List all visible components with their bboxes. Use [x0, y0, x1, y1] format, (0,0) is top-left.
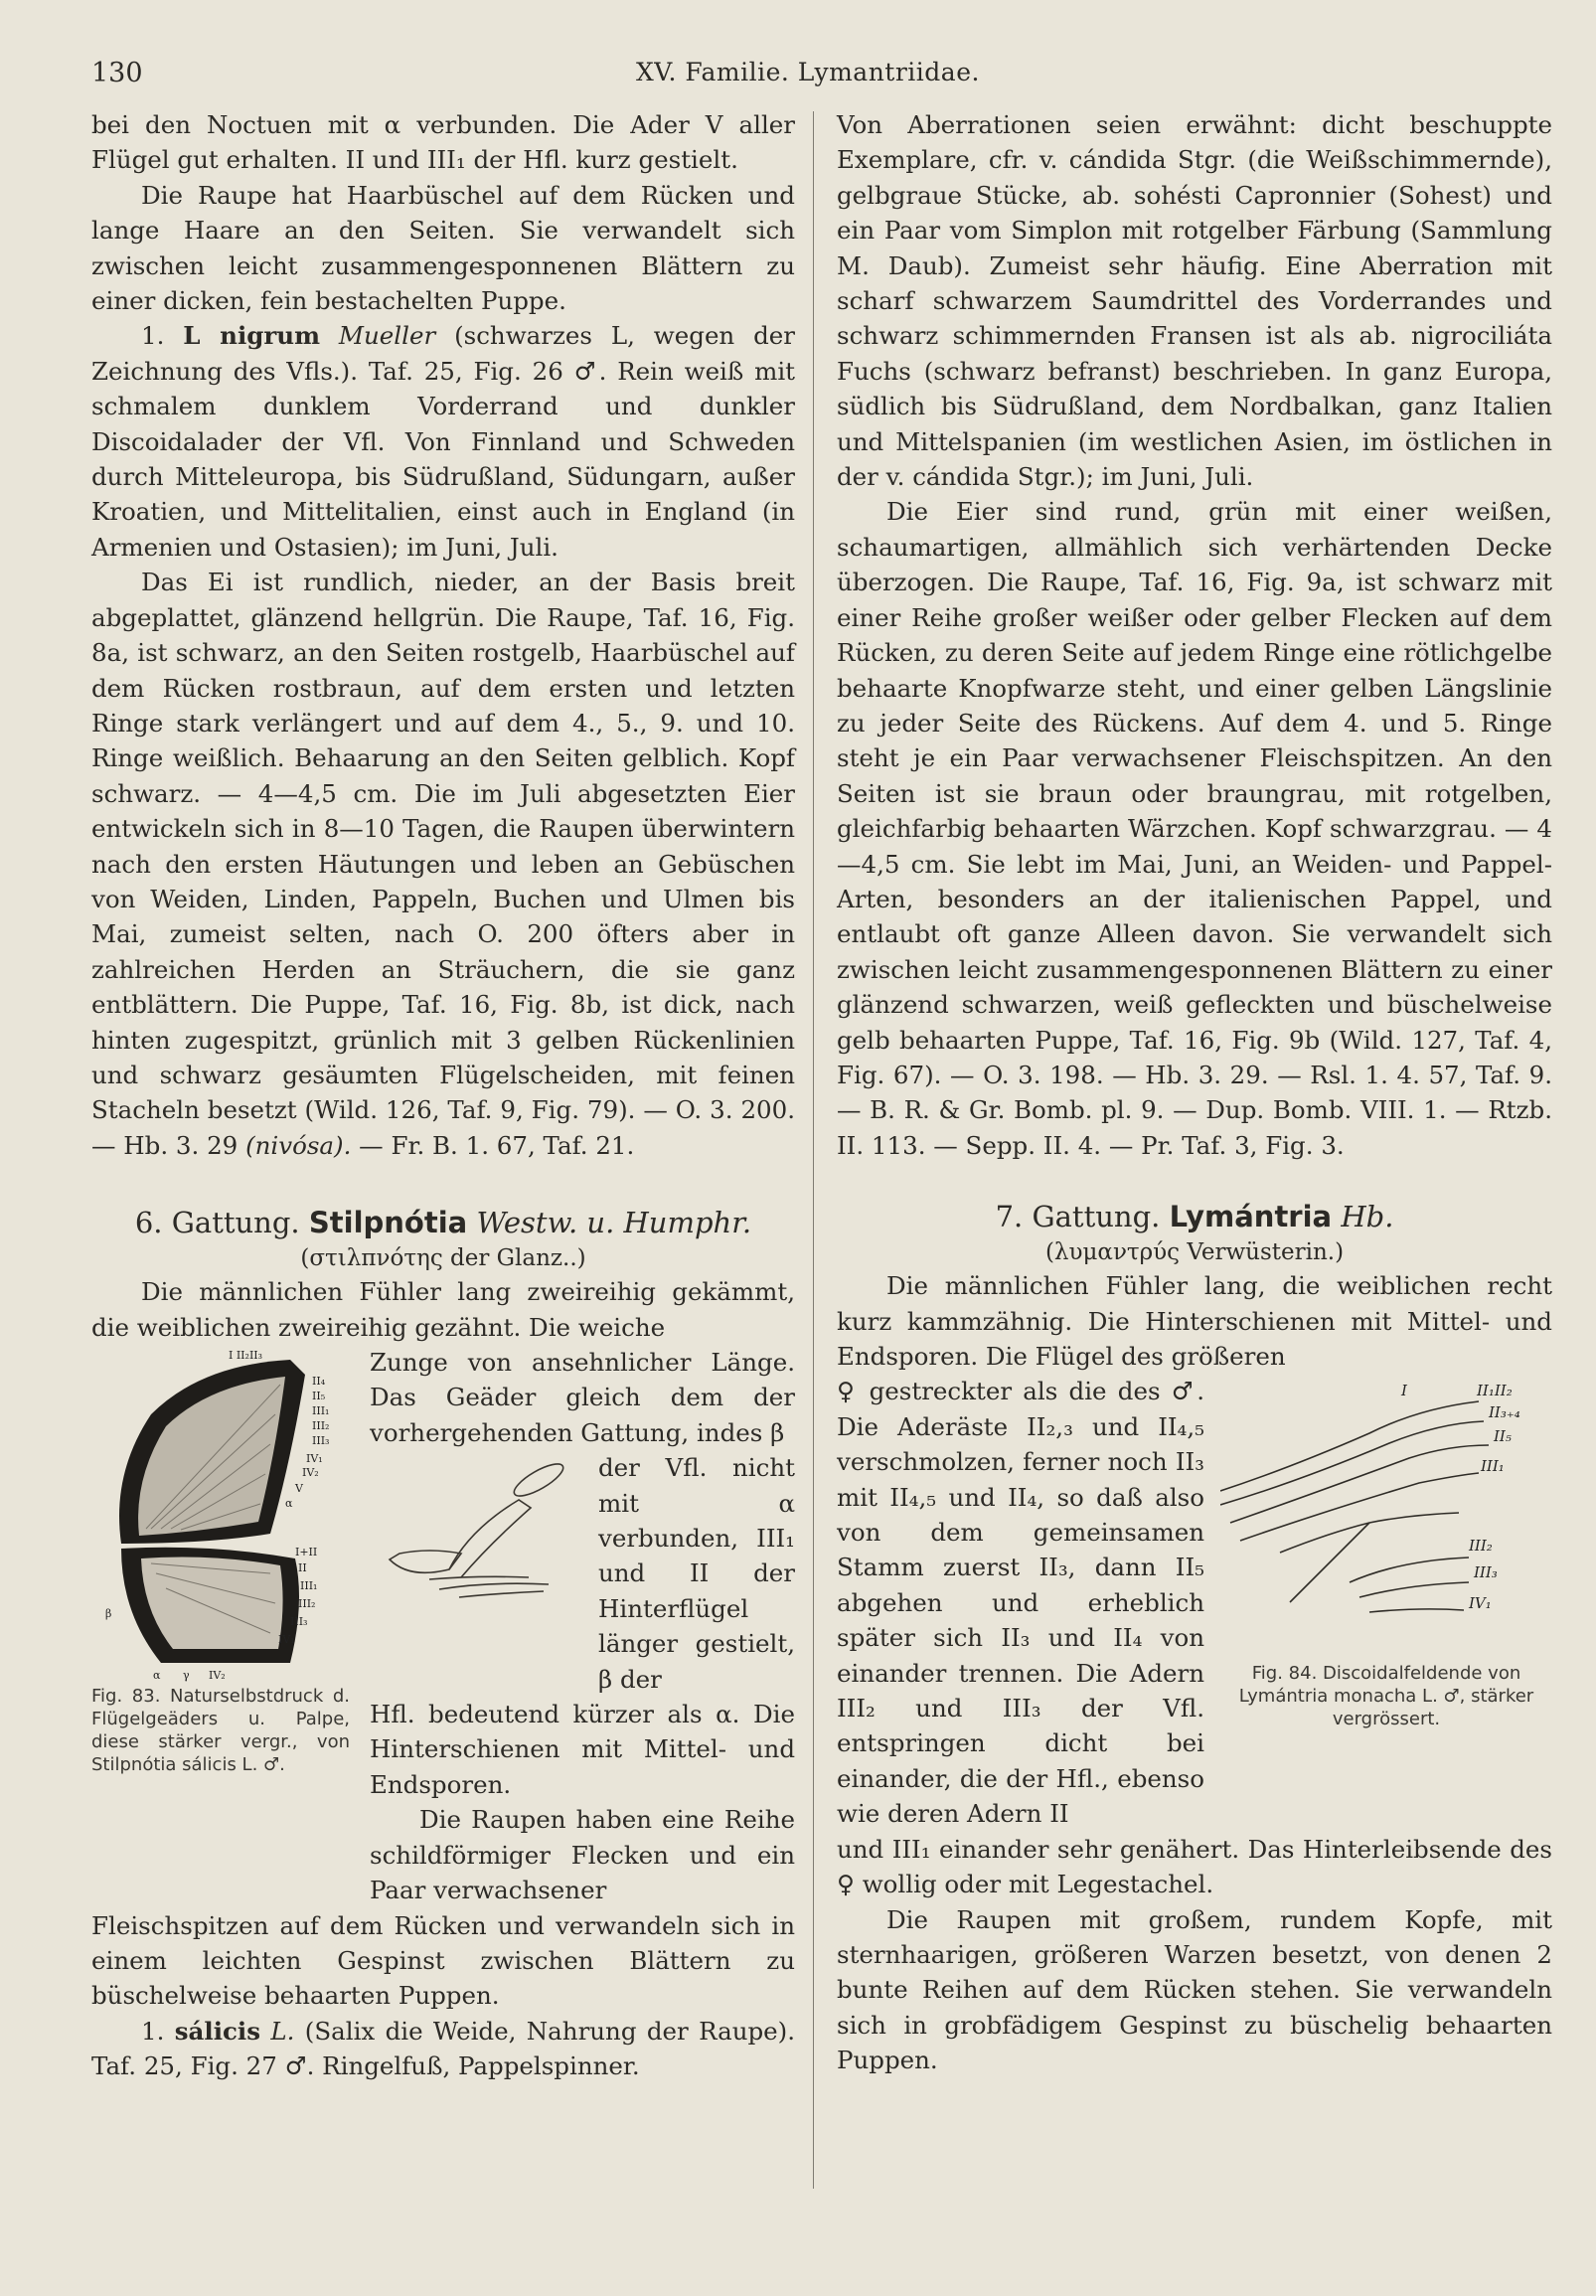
paragraph: Die Raupe hat Haarbüschel auf dem Rücken und lange Haare an den Seiten. Sie verwandelt sich zwischen leicht zusammengesponnenen Blättern zu einer dicken, fein bestachelten Puppe.: [91, 180, 795, 316]
svg-text:I: I: [1401, 1382, 1407, 1400]
paragraph: und III₁ einander sehr genähert. Das Hinterleibsende des ♀ wollig oder mit Legestachel.: [837, 1834, 1552, 1899]
paragraph: Die Raupen haben eine Reihe schildförmiger Flecken und ein Paar verwachsener: [370, 1805, 795, 1905]
paragraph: Von Aberrationen seien erwähnt: dicht beschuppte Exemplare, cfr. v. cándida Stgr. (die Weißschimmernde), gelbgraue Stücke, ab. sohésti Capronnier (Sohest) und ein Paar vom Simplon mit rotgelber Färbung (Sammlung M. Daub). Zumeist sehr häufig. Eine Aberration mit scharf schwarzem Saumdrittel des Vorderrandes und schwarz schimmernden Fransen ist als ab. nigrociliáta Fuchs (schwarz befranst) beschrieben. In ganz Europa, südlich bis Südrußland, dem Nordbalkan, ganz Italien und Mittelspanien (im westlichen Asien, im östlichen in der v. cándida Stgr.); im Juni, Juli.: [837, 110, 1552, 492]
figure-83-row: [91, 1345, 795, 1908]
species-entry-l-nigrum: [91, 318, 795, 565]
svg-text:α: α: [153, 1669, 161, 1682]
figure-83-wrap-text: [370, 1345, 795, 1908]
paragraph: Fleischspitzen auf dem Rücken und verwandeln sich in einem leichten Gespinst zwischen Blättern zu büschelweise behaarten Puppen.: [91, 1910, 795, 2011]
genus-author: Westw. u. Humphr.: [476, 1206, 752, 1240]
species-name: sálicis: [174, 2016, 261, 2046]
svg-text:II₃₊₄: II₃₊₄: [1489, 1403, 1520, 1422]
svg-text:II₄: II₄: [312, 1375, 326, 1388]
svg-text:III₃: III₃: [290, 1615, 308, 1628]
paragraph-text: Das Ei ist rundlich, nieder, an der Basis breit abgeplattet, glänzend hellgrün. Die Raupe, Taf. 16, Fig. 8a, ist schwarz, an den Seiten rostgelb, Haarbüschel auf dem Rücken rostbraun, auf dem ersten und letzten Ringe stark verlängert und auf dem 4., 5., 9. und 10. Ringe weißlich. Behaarung an den Seiten gelblich. Kopf schwarz. — 4—4,5 cm. Die im Juli abgesetzten Eier entwickeln sich in 8—10 Tagen, die Raupen überwintern nach den ersten Häutungen und leben an Gebüschen von Weiden, Linden, Pappeln, Buchen und Ulmen bis Mai, zumeist selten, nach O. 200 öfters aber in zahlreichen Herden an Sträuchern, die sie ganz entblättern. Die Puppe, Taf. 16, Fig. 8b, ist dick, nach hinten zugespitzt, grünlich mit 3 gelben Rückenlinien und schwarz gesäumten Flügelscheiden, mit feinen Stacheln besetzt (Wild. 126, Taf. 9, Fig. 79). — O. 3. 200. — Hb. 3. 29: [91, 568, 795, 1160]
figure-84-caption: Fig. 84. Discoidalfeldende von Lymántria monacha L. ♂, stärker vergrössert.: [1238, 1663, 1534, 1730]
species-author: L.: [270, 2016, 295, 2046]
figure-83-caption: Fig. 83. Naturselbstdruck d. Flügelgeäders u. Palpe, diese stärker vergr., von Stilpnótia sálicis L. ♂.: [91, 1686, 350, 1775]
svg-text:I II₂II₃: I II₂II₃: [229, 1349, 263, 1362]
svg-text:II₅: II₅: [312, 1390, 326, 1402]
svg-text:II₅: II₅: [1494, 1427, 1512, 1446]
genus-heading-6: [91, 1203, 795, 1242]
paragraph: [91, 565, 795, 1163]
svg-text:IV₁: IV₁: [306, 1452, 323, 1465]
genus-heading-7: [837, 1197, 1552, 1236]
figure-84: [1204, 1374, 1552, 1730]
paragraph: Die Raupen mit großem, rundem Kopfe, mit sternhaarigen, größeren Warzen besetzt, von denen 2 bunte Reihen auf dem Rücken stehen. Sie verwandeln sich in grobfädigem Gespinst zu büschelig behaarten Puppen.: [837, 1904, 1552, 2075]
species-description: (schwarzes L, wegen der Zeichnung des Vfls.). Taf. 25, Fig. 26 ♂. Rein weiß mit schmalem dunklem Vorderrand und dunkler Discoidalader der Vfl. Von Finnland und Schweden durch Mitteleuropa, bis Südrußland, Südungarn, außer Kroatien, und Mittelitalien, einst auch in England (in Armenien und Ostasien); im Juni, Juli.: [91, 321, 795, 562]
page-number: 130: [91, 58, 143, 88]
paragraph: bei den Noctuen mit α verbunden. Die Ader V aller Flügel gut erhalten. II und III₁ der Hfl. kurz gestielt.: [91, 110, 795, 175]
figure-84-row: [837, 1374, 1552, 1831]
species-entry-salicis: [91, 2014, 795, 2084]
svg-text:III₂: III₂: [1469, 1537, 1493, 1556]
svg-text:III₃: III₃: [312, 1434, 330, 1447]
paragraph-text: — Fr. B. 1. 67, Taf. 21.: [359, 1130, 635, 1160]
genus-number: 7. Gattung.: [995, 1200, 1161, 1234]
svg-text:III₁: III₁: [312, 1404, 330, 1417]
paragraph: Hfl. bedeutend kürzer als α. Die Hinterschienen mit Mittel- und Endsporen.: [370, 1700, 795, 1799]
figure-83: [91, 1345, 370, 1776]
paragraph: der Vfl. nicht mit α verbunden, III₁ und II der Hinterflügel länger gestielt, β der: [598, 1453, 795, 1694]
palp-figure: [370, 1450, 598, 1629]
species-author: Mueller: [338, 321, 436, 351]
svg-text:III₁: III₁: [300, 1579, 318, 1592]
svg-text:IV₁: IV₁: [278, 1633, 295, 1646]
svg-text:III₂: III₂: [312, 1419, 330, 1432]
column-divider: [813, 111, 814, 2189]
svg-text:IV₂: IV₂: [209, 1669, 226, 1682]
svg-text:V: V: [295, 1482, 303, 1495]
svg-text:I+II: I+II: [295, 1546, 318, 1558]
species-number: 1.: [141, 2016, 165, 2046]
species-name: L nigrum: [183, 321, 321, 351]
genus-name: Stilpnótia: [308, 1206, 468, 1240]
species-number: 1.: [141, 321, 165, 351]
svg-text:α: α: [285, 1497, 293, 1510]
paragraph: Zunge von ansehnlicher Länge. Das Geäder gleich dem der vorhergehenden Gattung, indes β: [370, 1348, 795, 1447]
genus-number: 6. Gattung.: [134, 1206, 300, 1240]
svg-text:IV₂: IV₂: [302, 1466, 319, 1479]
etymology: (λυμαντρύς Verwüsterin.): [1044, 1239, 1345, 1266]
svg-text:III₂: III₂: [298, 1597, 316, 1610]
butterfly-wing-figure: [91, 1345, 360, 1683]
palp-figure-row: [370, 1450, 795, 1697]
svg-text:β: β: [105, 1607, 112, 1620]
page-header: [91, 58, 1505, 97]
paragraph: Die Eier sind rund, grün mit einer weißen, schaumartigen, allmählich sich verhärtenden Decke überzogen. Die Raupe, Taf. 16, Fig. 9a, ist schwarz mit einer Reihe großer weißer oder gelber Flecken auf dem Rücken, zu deren Seite auf jedem Ringe eine rötlichgelbe behaarte Knopfwarze steht, und einer gelben Längslinie zu jeder Seite des Rückens. Auf dem 4. und 5. Ringe steht je ein Paar verwachsener Fleischspitzen. An den Seiten ist sie braun oder braungrau, mit rotgelben, gleichfarbig behaarten Wärzchen. Kopf schwarzgrau. — 4—4,5 cm. Sie lebt im Mai, Juni, an Weiden- und Pappel-Arten, besonders an der italienischen Pappel, und entlaubt oft ganze Alleen davon. Sie verwandelt sich zwischen leicht zusammengesponnenen Blättern zu einer glänzend schwarzen, weiß gefleckten und büschelweise gelb behaarten Puppe, Taf. 16, Fig. 9b (Wild. 127, Taf. 4, Fig. 67). — O. 3. 198. — Hb. 3. 29. — Rsl. 1. 4. 57, Taf. 9. — B. R. & Gr. Bomb. pl. 9. — Dup. Bomb. VIII. 1. — Rtzb. II. 113. — Sepp. II. 4. — Pr. Taf. 3, Fig. 3.: [837, 497, 1552, 1160]
species-description: (Salix die Weide, Nahrung der Raupe). Taf. 25, Fig. 27 ♂. Ringelfuß, Pappelspinner.: [91, 2016, 795, 2081]
etymology: (στιλπνότης der Glanz..): [300, 1245, 586, 1272]
svg-text:IV₁: IV₁: [1469, 1594, 1492, 1613]
paragraph: ♀ gestreckter als die des ♂. Die Aderäste II₂,₃ und II₄,₅ verschmolzen, ferner noch II₃ mit II₄,₅ und II₄, so daß also von dem gemeinsamen Stamm zuerst II₃, dann II₅ abgehen und erheblich später sich II₃ und II₄ von einander trennen. Die Adern III₂ und III₃ der Vfl. entspringen dicht bei einander, die der Hfl., ebenso wie deren Adern II: [837, 1377, 1204, 1829]
svg-text:III₃: III₃: [1474, 1563, 1498, 1582]
genus-name: Lymántria: [1169, 1200, 1333, 1234]
left-column: [91, 107, 795, 2084]
right-column: [837, 107, 1552, 2078]
paragraph: Die männlichen Fühler lang, die weiblichen recht kurz kammzähnig. Die Hinterschienen mit Mittel- und Endsporen. Die Flügel des größeren: [837, 1271, 1552, 1371]
running-title: XV. Familie. Lymantriidae.: [636, 58, 980, 86]
svg-text:II: II: [298, 1561, 307, 1574]
paragraph: Die männlichen Fühler lang zweireihig gekämmt, die weiblichen zweireihig gezähnt. Die weiche: [91, 1277, 795, 1342]
paragraph-italic: (nivósa).: [245, 1130, 352, 1160]
genus-author: Hb.: [1341, 1200, 1394, 1234]
svg-text:γ: γ: [183, 1669, 190, 1682]
svg-text:II₁II₂: II₁II₂: [1477, 1382, 1513, 1400]
discoidal-vein-figure: [1220, 1374, 1548, 1662]
svg-text:III₁: III₁: [1481, 1457, 1505, 1476]
